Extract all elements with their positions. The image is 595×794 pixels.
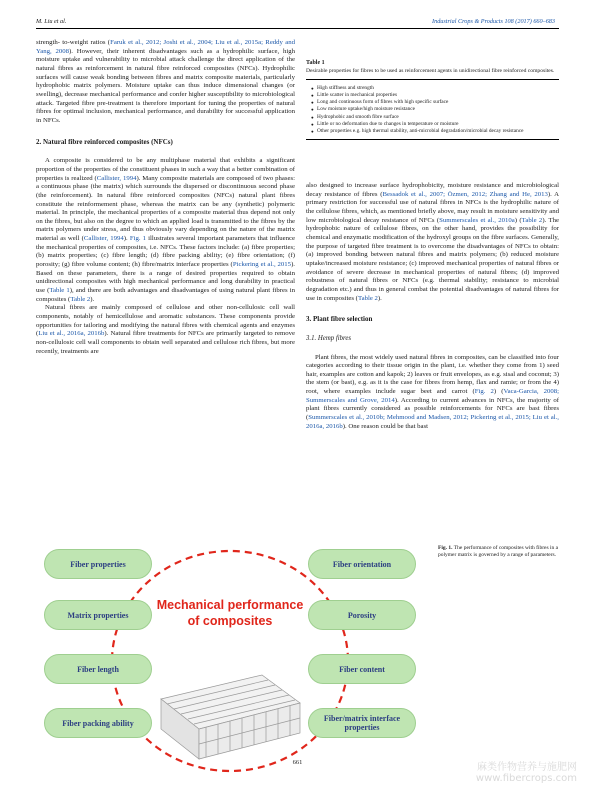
page-number: 661 — [292, 759, 303, 766]
table-1 — [306, 60, 559, 140]
figure-center-title-line2: of composites — [187, 614, 273, 628]
box-matrix-properties: Matrix properties — [44, 600, 152, 630]
box-fiber-length: Fiber length — [44, 654, 152, 684]
list-item: ● Low moisture uptake/high moisture resistance — [312, 106, 559, 113]
running-header-journal[interactable] — [432, 18, 555, 25]
citation-link[interactable]: Table 2 — [70, 295, 91, 303]
table-top-rule — [306, 79, 559, 80]
box-interface-properties: Fiber/matrix interface properties — [308, 708, 416, 738]
watermark — [476, 762, 577, 784]
watermark-line-2: www.fibercrops.com — [475, 773, 577, 784]
citation-link[interactable]: Bessadok et al., 2007; Özmen, 2012; Zhang and He, 2013 — [382, 190, 548, 198]
paragraph-composite-definition: A composite is considered to be any multiphase material that exhibits a significant proportion of the properties of the constituent phases in such a way that a better combination of properties is realized (Callister, 1994). Many composite materials are composed of two phases: a continuous phase (the matrix) which surrounds the dispersed or discontinuous second phase (the reinforcement). In natural fibre reinforced composites (NFCs) natural plant fibres constitute the reinformement phase, whereas the matrix can be any (synthetic) polymeric material. In principle, the mechanical properties of a composite material thus depend not only on the fibres, but also on the degree to which an applied load is transmitted to the fibres by the matrix polymers under stress, and thus obviously vary depending on the nature of the matrix material as well (Callister, 1994). Fig. 1 illustrates several important parameters that influence the mechanical properties of composites, i.e. NFCs. These factors include: (a) fibre properties; (b) matrix properties; (c) fibre length; (d) fibre packing ability; (e) fibre orientation; (f) porosity; (g) fibre volume content; (h) fibre/matrix interface properties (Pickering et al., 2015). Based on these parameters, there is a range of desired properties required to obtain unidirectional composites with high mechanical performance and long durability in practical use (Table 1), and there are both advantages and disadvantages of using natural plant fibres in composites (Table 2). — [36, 157, 295, 303]
citation-link[interactable]: Faruk et al., 2012; Joshi et al., 2004; Liu et al., 2015a; Reddy and Yang, 2008 — [36, 39, 295, 55]
citation-link[interactable]: Fig. 2 — [474, 388, 494, 396]
citation-link[interactable]: Pickering et al., 2015 — [232, 261, 292, 269]
citation-link[interactable]: Fig. 1 — [129, 235, 146, 243]
box-porosity: Porosity — [308, 600, 416, 630]
list-item: ● Other properties e.g. high thermal stability, anti-microbial degradation/microbial decay resistance — [312, 128, 559, 135]
figure-caption-text: The performance of composites with fibres in a polymer matrix is governed by a range of parameters. — [438, 545, 559, 559]
header-rule — [36, 28, 559, 29]
citation-link[interactable]: Summerscales et al., 2010b; Mehmood and Madsen, 2012; Pickering et al., 2015; Liu et al., 2016a, 2016b — [306, 414, 559, 430]
table-1-caption: Desirable properties for fibres to be used as reinforcement agents in unidirectional fibre reinforced composites. — [306, 68, 555, 74]
section-3-1-heading: 3.1. Hemp fibres — [306, 334, 352, 342]
citation-link[interactable]: Vaca-Garcia, 2008; Summerscales and Grove, 2014 — [306, 388, 559, 404]
list-item: ● Little scatter in mechanical properties — [312, 92, 559, 99]
citation-link[interactable]: Table 2 — [521, 216, 543, 224]
citation-link[interactable]: Callister, 1994 — [83, 235, 124, 243]
list-item: ● High stiffness and strength — [312, 85, 559, 92]
list-item: ● Long and continuous form of fibres with high specific surface — [312, 99, 559, 106]
table-1-title: Table 1 — [306, 60, 325, 66]
figure-caption-label: Fig. 1. — [438, 545, 453, 551]
figure-center-title-line1: Mechanical performance — [156, 598, 304, 612]
composite-block-icon — [161, 675, 300, 759]
citation-link[interactable]: Table 2 — [357, 294, 378, 302]
box-fiber-content: Fiber content — [308, 654, 416, 684]
box-fiber-orientation: Fiber orientation — [308, 549, 416, 579]
paragraph-natural-fibres: Natural fibres are mainly composed of cellulose and other non-cellulosic cell wall components, notably of hemicellulose and aromatic substances. These components provide opportunities for tailoring and modifying the natural fibres with chemical agents and enzymes (Liu et al., 2016a, 2016b). Natural fibre treatments for NFCs are primarily targeted to remove non-cellulosic cell wall components to obtain well separated and cellulose rich fibres, but more recently, treatments are — [36, 304, 295, 355]
box-fiber-properties: Fiber properties — [44, 549, 152, 579]
citation-link[interactable]: Callister, 1994 — [96, 174, 137, 182]
list-item: ● Hydrophobic and smooth fibre surface — [312, 114, 559, 121]
citation-link[interactable]: Liu et al., 2016a, 2016b — [38, 330, 105, 338]
list-item: ● Little or no deformation due to changes in temperature or moisture — [312, 121, 559, 128]
paragraph-treatment-purpose: also designed to increase surface hydrophobicity, moisture resistance and microbiological decay resistance of fibres (Bessadok et al., 2007; Özmen, 2012; Zhang and He, 2013). A primary restriction for successful use of natural fibres in NFCs is the hydrophilic nature of the cellulose fibres, which, as mentioned briefly above, may result in moisture sensitivity and low microbiological decay resistance of NFCs (Summerscales et al., 2010a) (Table 2). The hydrophobic nature of cellulose fibres, on the other hand, provides the possibility for chemical and enzymatic modification of the hydroxyl groups on the fibre surfaces. Generally, the purpose of targeted fibre treatment is to overcome the disadvantages of NFCs to obtain: (a) improved bonding between natural fibres and matrix polymers; (b) reduced moisture uptake/increased moisture resistance; (c) improved mechanical properties of natural fibres or avoidance of severe decrease in mechanical properties of natural fibres; (d) improved robustness of natural fibres or NFCs (e.g. thermal stability; resistance to microbial degradation etc.) and thus in general combat the potential disadvantages of natural fibres for use in composites (Table 2). — [306, 182, 559, 302]
section-2-heading: 2. Natural fibre reinforced composites (NFCs) — [36, 137, 173, 146]
table-bottom-rule — [306, 139, 559, 140]
watermark-line-1: 麻类作物营养与施肥网 — [477, 762, 577, 773]
citation-link[interactable]: Table 1 — [49, 287, 70, 295]
figure-1-caption — [438, 545, 560, 560]
box-fiber-packing: Fiber packing ability — [44, 708, 152, 738]
citation-link[interactable]: Summerscales et al., 2010a — [439, 216, 515, 224]
section-3-heading: 3. Plant fibre selection — [306, 315, 373, 324]
right-column — [306, 182, 559, 431]
table-1-list — [306, 85, 559, 135]
left-column — [36, 39, 295, 356]
journal-link[interactable]: Industrial Crops & Products 108 (2017) 660–683 — [432, 18, 555, 25]
paragraph-intro-end: strength- to-weight ratios (Faruk et al., 2012; Joshi et al., 2004; Liu et al., 2015a; Reddy and Yang, 2008). However, their inherent disadvantages such as a hydrophilic surface, high moisture uptake and vulnerability to microbial attack challenge the direct application of the natural fibres as reinforcement in natural fibre reinforced composites (NFCs). Hydrophilic surfaces will cause weak bonding between fibres and matrix composite materials, particularly hydrophobic matrix polymers. Moisture uptake can thus induce dimensional changes (or swelling), decrease mechanical performance and confer higher susceptibility to microbiological attack. Targeted fibre pre-treatment is therefore important for tuning the properties of natural fibres for optimal inclusion, mechanical performance, and durability for successful application in NFCs. — [36, 39, 295, 124]
figure-1 — [36, 543, 424, 778]
running-header-authors: M. Liu et al. — [36, 18, 67, 25]
paragraph-plant-fibres: Plant fibres, the most widely used natural fibres in composites, can be classified into four categories according to their tissue origin in the plant, i.e. whether they come from 1) seed hair, examples are cotton and kapok; 2) leaves or fruit envelopes, as e.g. sisal and coconut; 3) the stem (or bast), e.g. as it is the case for fibres from hemp, flax and ramie; or from the 4) root, where examples include sugar beet and carrot (Fig. 2) (Vaca-Garcia, 2008; Summerscales and Grove, 2014). According to current advances in NFCs, the majority of plant fibres currently considered as possible reinforcements for NFCs are bast fibres (Summerscales et al., 2010b; Mehmood and Madsen, 2012; Pickering et al., 2015; Liu et al., 2016a, 2016b). One reason could be that bast — [306, 353, 559, 430]
